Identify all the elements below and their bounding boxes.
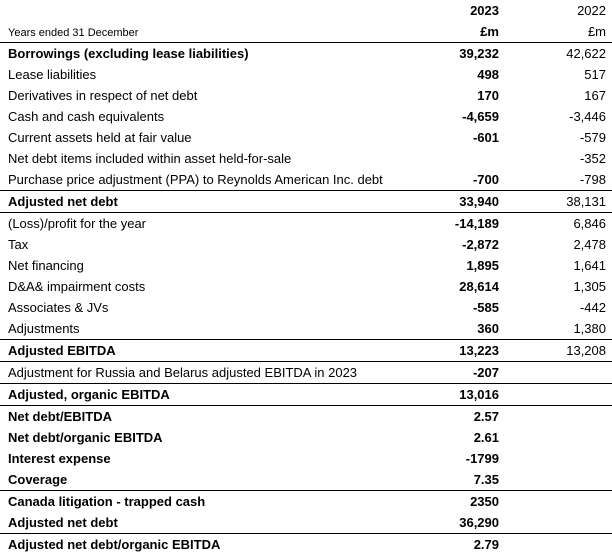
row-label: Canada litigation - trapped cash <box>8 494 206 509</box>
table-row <box>0 148 612 169</box>
value-2022: 42,622 <box>566 46 606 61</box>
value-2022: -3,446 <box>569 109 606 124</box>
table-row <box>0 340 612 362</box>
unit-2022-header: £m <box>587 24 606 39</box>
year-2023-header: 2023 <box>470 3 499 18</box>
table-row <box>0 427 612 448</box>
table-header <box>0 0 612 43</box>
period-label: Years ended 31 December <box>8 27 139 39</box>
value-2023: 360 <box>477 321 499 336</box>
value-2022: 167 <box>584 88 606 103</box>
value-2022: -579 <box>579 130 606 145</box>
value-2022: 1,380 <box>573 321 606 336</box>
value-2022: -352 <box>579 151 606 166</box>
row-label: (Loss)/profit for the year <box>8 216 146 231</box>
row-label: Adjustments <box>8 321 80 336</box>
year-2022-header: 2022 <box>577 3 606 18</box>
value-2023: 2.61 <box>473 430 499 445</box>
value-2023: -207 <box>472 365 499 380</box>
value-2023 <box>405 148 505 169</box>
row-label: Derivatives in respect of net debt <box>8 88 198 103</box>
value-2022: -798 <box>579 172 606 187</box>
value-2023: 7.35 <box>473 472 499 487</box>
value-2022 <box>505 384 612 406</box>
table-row <box>0 106 612 127</box>
value-2023: -700 <box>472 172 499 187</box>
value-2023: 1,895 <box>466 258 499 273</box>
row-label: Interest expense <box>8 451 111 466</box>
table-row <box>0 213 612 235</box>
value-2022 <box>505 427 612 448</box>
value-2023: -601 <box>472 130 499 145</box>
header-spacer-cell <box>0 0 405 21</box>
value-2023: -585 <box>472 300 499 315</box>
table-row <box>0 127 612 148</box>
year-header-row <box>0 0 612 21</box>
value-2022: 1,641 <box>573 258 606 273</box>
table-row <box>0 406 612 428</box>
unit-2023-header: £m <box>480 24 499 39</box>
value-2022 <box>505 534 612 554</box>
row-label: Net financing <box>8 258 84 273</box>
unit-header-row <box>0 21 612 43</box>
value-2022 <box>505 512 612 534</box>
value-2022 <box>505 362 612 384</box>
table-row <box>0 318 612 340</box>
value-2023: 2.79 <box>473 537 499 552</box>
value-2023: 39,232 <box>459 46 499 61</box>
value-2022: 13,208 <box>566 343 606 358</box>
value-2022: 1,305 <box>573 279 606 294</box>
value-2023: -14,189 <box>454 216 499 231</box>
row-label: D&A& impairment costs <box>8 279 146 294</box>
value-2022: 6,846 <box>573 216 606 231</box>
table-row <box>0 469 612 491</box>
row-label: Purchase price adjustment (PPA) to Reynolds American Inc. debt <box>8 172 383 187</box>
row-label: Net debt/organic EBITDA <box>8 430 163 445</box>
value-2023: 36,290 <box>459 515 499 530</box>
value-2022: 517 <box>584 67 606 82</box>
value-2022: -442 <box>579 300 606 315</box>
row-label: Net debt items included within asset held-for-sale <box>8 151 292 166</box>
row-label: Adjusted, organic EBITDA <box>8 387 170 402</box>
row-label: Net debt/EBITDA <box>8 409 112 424</box>
value-2023: 33,940 <box>459 194 499 209</box>
row-label: Cash and cash equivalents <box>8 109 165 124</box>
row-label: Coverage <box>8 472 68 487</box>
table-body <box>0 43 612 554</box>
table-row <box>0 384 612 406</box>
table-row <box>0 43 612 65</box>
table-row <box>0 64 612 85</box>
value-2023: -2,872 <box>462 237 499 252</box>
table-row <box>0 534 612 554</box>
value-2022 <box>505 406 612 428</box>
value-2023: 170 <box>477 88 499 103</box>
value-2022 <box>505 448 612 469</box>
row-label: Lease liabilities <box>8 67 97 82</box>
table-row <box>0 85 612 106</box>
value-2022 <box>505 491 612 513</box>
value-2023: 2.57 <box>473 409 499 424</box>
row-label: Tax <box>8 237 29 252</box>
table-row <box>0 362 612 384</box>
row-label: Adjusted net debt <box>8 515 118 530</box>
table-row <box>0 512 612 534</box>
value-2023: -1799 <box>465 451 499 466</box>
value-2023: 2350 <box>470 494 499 509</box>
row-label: Adjusted net debt <box>8 194 118 209</box>
table-row <box>0 191 612 213</box>
row-label: Borrowings (excluding lease liabilities) <box>8 46 249 61</box>
value-2023: 28,614 <box>459 279 499 294</box>
table-row <box>0 234 612 255</box>
table-row <box>0 448 612 469</box>
table-row <box>0 297 612 318</box>
value-2023: 13,223 <box>459 343 499 358</box>
row-label: Associates & JVs <box>8 300 109 315</box>
value-2023: 13,016 <box>459 387 499 402</box>
value-2022: 2,478 <box>573 237 606 252</box>
table-row <box>0 255 612 276</box>
value-2022 <box>505 469 612 491</box>
row-label: Adjusted net debt/organic EBITDA <box>8 537 221 552</box>
row-label: Adjustment for Russia and Belarus adjusted EBITDA in 2023 <box>8 365 358 380</box>
value-2022: 38,131 <box>566 194 606 209</box>
table-row <box>0 169 612 191</box>
row-label: Current assets held at fair value <box>8 130 192 145</box>
table-row <box>0 276 612 297</box>
value-2023: -4,659 <box>462 109 499 124</box>
table-row <box>0 491 612 513</box>
value-2023: 498 <box>477 67 499 82</box>
row-label: Adjusted EBITDA <box>8 343 116 358</box>
